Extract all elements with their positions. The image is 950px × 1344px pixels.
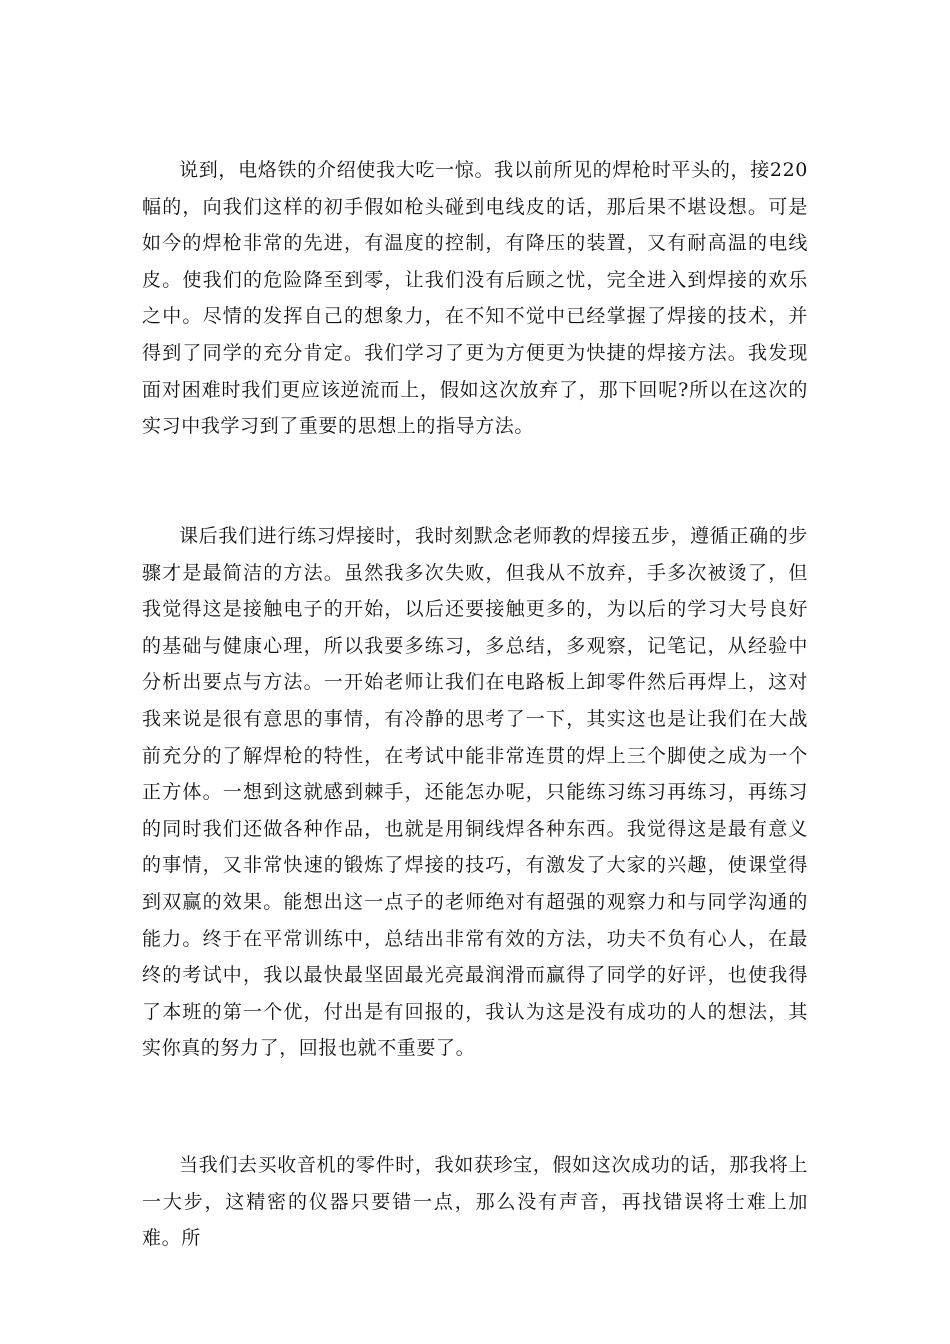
paragraph-buying-radio-parts: 当我们去买收音机的零件时，我如获珍宝，假如这次成功的话，那我将上一大步，这精密的仪器只要错一点，那么没有声音，再找错误将士难上加难。所 [142,1154,808,1250]
paragraph-soldering-practice: 课后我们进行练习焊接时，我时刻默念老师教的焊接五步，遵循正确的步骤才是最简洁的方法。虽然我多次失败，但我从不放弃，手多次被烫了，但我觉得这是接触电子的开始，以后还要接触更多的，为以后的学习大号良好的基础与健康心理，所以我要多练习，多总结，多观察，记笔记，从经验中分析出要点与方法。一开始老师让我们在电路板上卸零件然后再焊上，这对我来说是很有意思的事情，有冷静的思考了一下，其实这也是让我们在大战前充分的了解焊枪的特性，在考试中能非常连贯的焊上三个脚使之成为一个正方体。一想到这就感到棘手，还能怎办呢，只能练习练习再练习，再练习的同时我们还做各种作品，也就是用铜线焊各种东西。我觉得这是最有意义的事情，又非常快速的锻炼了焊接的技巧，有激发了大家的兴趣，使课堂得到双赢的效果。能想出这一点子的老师绝对有超强的观察力和与同学沟通的能力。终于在平常训练中，总结出非常有效的方法，功夫不负有心人，在最终的考试中，我以最快最坚固最光亮最润滑而赢得了同学的好评，也使我得了本班的第一个优，付出是有回报的，我认为这是没有成功的人的想法，其实你真的努力了，回报也就不重要了。 [142,525,808,1060]
paragraph-soldering-iron-intro: 说到，电烙铁的介绍使我大吃一惊。我以前所见的焊枪时平头的，接220幅的，向我们这样的初手假如枪头碰到电线皮的话，那后果不堪设想。可是如今的焊枪非常的先进，有温度的控制，有降压的装置，又有耐高温的电线皮。使我们的危险降至到零，让我们没有后顾之忧，完全进入到焊接的欢乐之中。尽情的发挥自己的想象力，在不知不觉中已经掌握了焊接的技术，并得到了同学的充分肯定。我们学习了更为方便更为快捷的焊接方法。我发现面对困难时我们更应该逆流而上，假如这次放弃了，那下回呢?所以在这次的实习中我学习到了重要的思想上的指导方法。 [142,159,808,438]
